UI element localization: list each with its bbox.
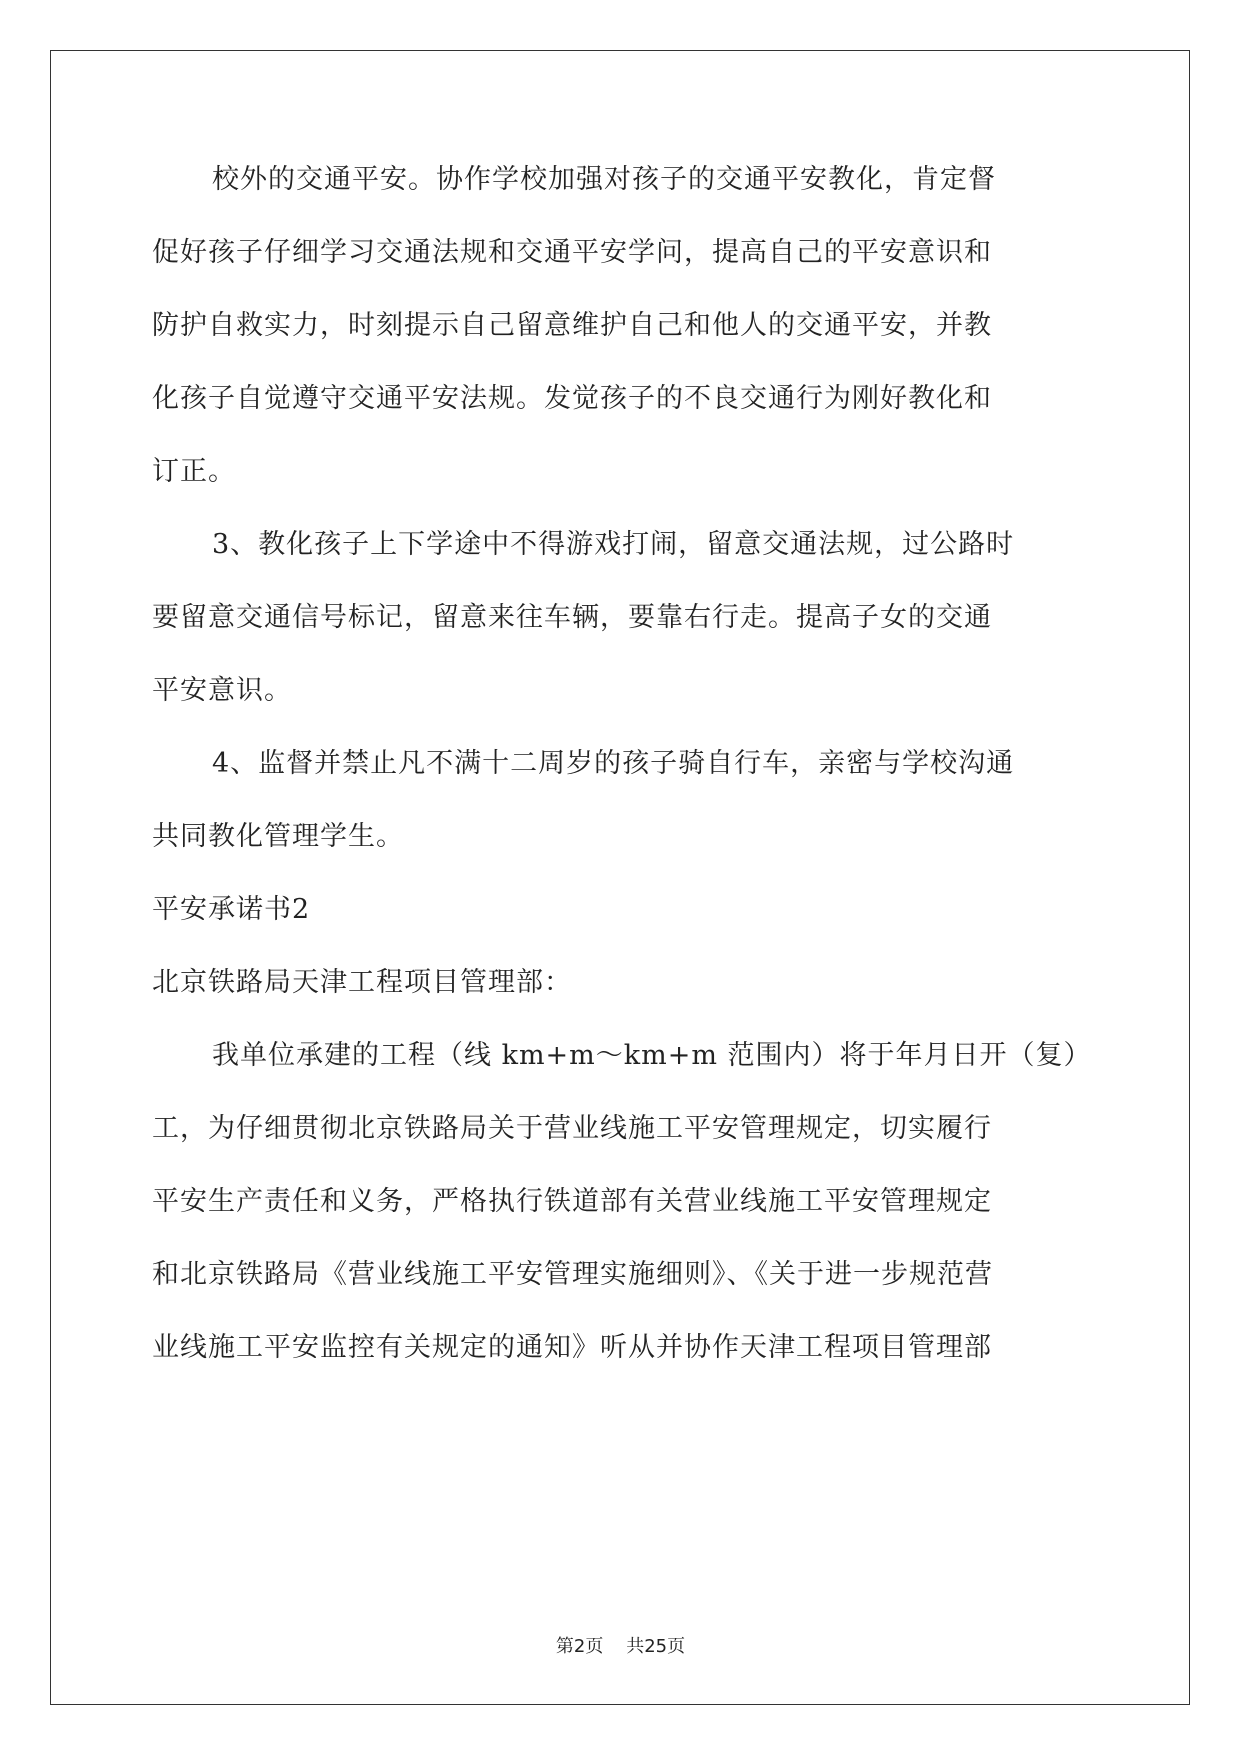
paragraph-line: 和北京铁路局《营业线施工平安管理实施细则》、《关于进一步规范营 xyxy=(152,1259,993,1290)
paragraph-line: 我单位承建的工程（线 km+m～km+m 范围内）将于年月日开（复） xyxy=(212,1040,1092,1071)
paragraph-line: 化孩子自觉遵守交通平安法规。发觉孩子的不良交通行为刚好教化和 xyxy=(152,383,992,414)
footer-page-number: 2 xyxy=(573,1636,586,1657)
paragraph-line: 平安意识。 xyxy=(152,675,292,706)
footer-prefix: 第 xyxy=(555,1636,574,1657)
footer-total-pages: 25 xyxy=(644,1636,668,1657)
section-heading: 平安承诺书2 xyxy=(152,894,311,925)
footer-total-prefix: 共 xyxy=(626,1636,645,1657)
paragraph-line: 校外的交通平安。协作学校加强对孩子的交通平安教化，肯定督 xyxy=(212,164,996,195)
paragraph-line: 工，为仔细贯彻北京铁路局关于营业线施工平安管理规定，切实履行 xyxy=(152,1113,992,1144)
page-border xyxy=(50,50,1190,1705)
page-footer xyxy=(0,1632,1241,1658)
paragraph-line: 4、监督并禁止凡不满十二周岁的孩子骑自行车，亲密与学校沟通 xyxy=(212,748,1015,779)
paragraph-line: 业线施工平安监控有关规定的通知》听从并协作天津工程项目管理部 xyxy=(152,1332,992,1363)
footer-total-suffix: 页 xyxy=(667,1636,686,1657)
paragraph-line: 3、教化孩子上下学途中不得游戏打闹，留意交通法规，过公路时 xyxy=(212,529,1015,560)
paragraph-line: 要留意交通信号标记，留意来往车辆，要靠右行走。提高子女的交通 xyxy=(152,602,992,633)
footer-page-suffix: 页 xyxy=(585,1636,604,1657)
paragraph-line: 促好孩子仔细学习交通法规和交通平安学问，提高自己的平安意识和 xyxy=(152,237,992,268)
addressee-line: 北京铁路局天津工程项目管理部： xyxy=(152,967,572,998)
paragraph-line: 共同教化管理学生。 xyxy=(152,821,404,852)
paragraph-line: 平安生产责任和义务，严格执行铁道部有关营业线施工平安管理规定 xyxy=(152,1186,992,1217)
paragraph-line: 防护自救实力，时刻提示自己留意维护自己和他人的交通平安，并教 xyxy=(152,310,992,341)
paragraph-line: 订正。 xyxy=(152,456,236,487)
